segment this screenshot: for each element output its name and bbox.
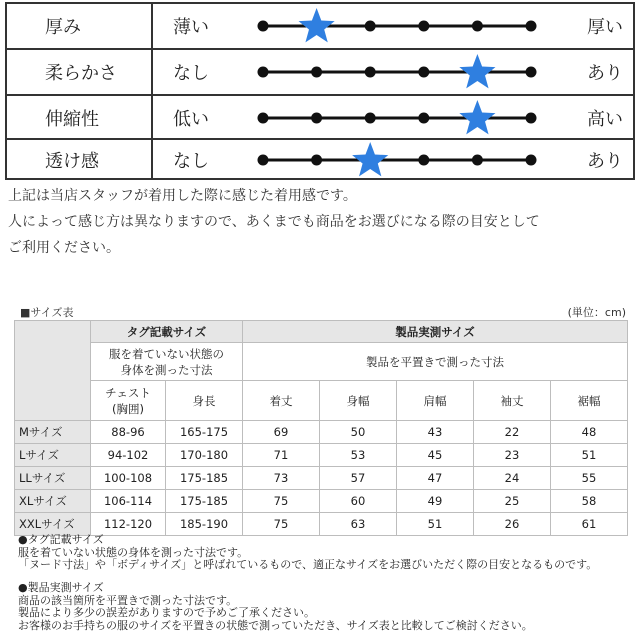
table-cell: 57 [320,467,397,490]
table-cell: 175-185 [166,490,243,513]
level-star-icon [299,8,335,42]
feel-row-thickness [7,4,633,48]
feel-low-label: なし [173,63,209,84]
footnote-line: 「ヌード寸法」や「ボディサイズ」と呼ばれているもので、適正なサイズをお選びいただく際の目安となるものです。 [18,558,598,571]
table-cell: 25 [474,490,551,513]
table-cell: 170-180 [166,444,243,467]
table-row [15,467,628,490]
table-cell: 49 [397,490,474,513]
table-cell: 48 [551,421,628,444]
feel-high-label: あり [587,151,623,172]
feel-low-label: 薄い [173,17,209,38]
table-cell: 100-108 [91,467,166,490]
level-star-icon [352,142,388,176]
scale-dot [526,113,537,124]
size-label: Mサイズ [15,421,91,444]
table-cell: 106-114 [91,490,166,513]
table-cell: 58 [551,490,628,513]
note-line: 上記は当店スタッフが着用した際に感じた着用感です。 [8,188,357,204]
table-cell: 165-175 [166,421,243,444]
table-cell: 75 [243,513,320,536]
size-label: XLサイズ [15,490,91,513]
size-table-unit: (単位：cm) [567,306,626,319]
footnote-line: 製品により多少の誤差がありますので予めご了承ください。 [18,606,315,619]
table-cell: 26 [474,513,551,536]
column-header: 袖丈 [474,381,551,421]
scale-dot [526,67,537,78]
scale-dot [418,67,429,78]
footnote-title: ●製品実測サイズ [18,581,104,594]
tag-size-subheader: 服を着ていない状態の身体を測った寸法 [91,343,243,381]
scale-dot [418,21,429,32]
table-cell: 61 [551,513,628,536]
feel-scale [257,96,537,140]
footnote-title: ●タグ記載サイズ [18,533,104,546]
scale-dot [526,21,537,32]
table-cell: 185-190 [166,513,243,536]
column-header: チェスト(胸囲) [91,381,166,421]
feel-scale [257,140,537,180]
table-row [15,513,628,536]
scale-dot [418,155,429,166]
table-cell: 63 [320,513,397,536]
level-star-icon [459,54,495,88]
table-cell: 53 [320,444,397,467]
size-label: XXLサイズ [15,513,91,536]
feel-scale [257,4,537,48]
feel-low-label: 低い [173,109,209,130]
table-cell: 51 [551,444,628,467]
table-cell: 60 [320,490,397,513]
table-cell: 24 [474,467,551,490]
scale-dot [365,67,376,78]
table-cell: 75 [243,490,320,513]
size-table-caption: ■サイズ表 [20,306,74,319]
note-line: ご利用ください。 [8,240,120,256]
table-cell: 71 [243,444,320,467]
table-cell: 47 [397,467,474,490]
footnote-line: 服を着ていない状態の身体を測った寸法です。 [18,545,249,559]
table-cell: 175-185 [166,467,243,490]
scale-dot [365,113,376,124]
table-cell: 51 [397,513,474,536]
table-cell: 45 [397,444,474,467]
column-header: 裾幅 [551,381,628,421]
actual-size-footnote [18,582,533,632]
feel-low-label: なし [173,151,209,172]
scale-dot [258,67,269,78]
wear-feel-table [5,2,635,180]
level-star-icon [459,100,495,134]
table-cell: 23 [474,444,551,467]
scale-dot [258,155,269,166]
size-label: Lサイズ [15,444,91,467]
table-cell: 43 [397,421,474,444]
size-label: LLサイズ [15,467,91,490]
scale-dot [526,155,537,166]
scale-dot [472,155,483,166]
feel-attribute: 伸縮性 [7,96,153,140]
scale-dot [472,21,483,32]
column-header: 身長 [166,381,243,421]
table-row [15,421,628,444]
feel-attribute: 柔らかさ [7,50,153,94]
feel-high-label: 厚い [587,17,623,38]
actual-size-subheader: 製品を平置きで測った寸法 [243,343,628,381]
feel-attribute: 透け感 [7,140,153,180]
scale-dot [311,155,322,166]
scale-dot [418,113,429,124]
table-cell: 73 [243,467,320,490]
column-header: 着丈 [243,381,320,421]
table-cell: 112-120 [91,513,166,536]
table-cell: 50 [320,421,397,444]
table-cell: 22 [474,421,551,444]
column-header: 肩幅 [397,381,474,421]
scale-dot [258,21,269,32]
scale-dot [365,21,376,32]
wear-feel-note [8,183,540,261]
tag-size-footnote [18,534,597,572]
actual-size-header: 製品実測サイズ [243,321,628,343]
table-cell: 94-102 [91,444,166,467]
feel-row-softness [7,48,633,94]
feel-row-stretch [7,94,633,140]
scale-dot [258,113,269,124]
size-corner-cell [15,321,91,421]
feel-row-sheerness [7,138,633,180]
tag-size-header: タグ記載サイズ [91,321,243,343]
feel-attribute: 厚み [7,4,153,48]
table-row [15,490,628,513]
note-line: 人によって感じ方は異なりますので、あくまでも商品をお選びになる際の目安として [8,214,540,230]
table-row [15,444,628,467]
footnote-line: 商品の該当箇所を平置きで測った寸法です。 [18,593,238,607]
footnote-line: お客様のお手持ちの服のサイズを平置きの状態で測っていただき、サイズ表と比較してご検討ください。 [18,618,533,632]
size-table [14,320,628,536]
feel-high-label: あり [587,63,623,84]
scale-dot [311,113,322,124]
scale-dot [311,67,322,78]
table-cell: 88-96 [91,421,166,444]
table-cell: 55 [551,467,628,490]
column-header: 身幅 [320,381,397,421]
feel-high-label: 高い [587,109,623,130]
table-cell: 69 [243,421,320,444]
feel-scale [257,50,537,94]
